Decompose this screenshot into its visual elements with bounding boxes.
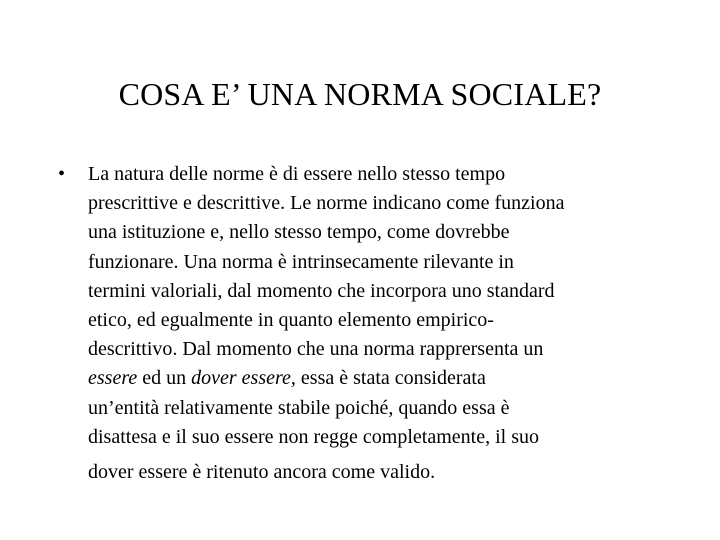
emphasis-dover-essere: dover essere, <box>191 367 296 390</box>
body-line-4: funzionare. Una norma è intrinsecamente rilevante in <box>88 250 514 273</box>
body-line-9: un’entità relativamente stabile poiché, quando essa è <box>88 396 510 419</box>
body-line-11: dover essere è ritenuto ancora come valido. <box>88 461 436 484</box>
body-line-8-end: essa è stata considerata <box>295 367 486 390</box>
body-line-7: descrittivo. Dal momento che una norma rapprersenta un <box>88 338 544 361</box>
emphasis-essere: essere <box>88 367 138 390</box>
body-line-8-mid: ed un <box>137 367 192 390</box>
body-line-6: etico, ed egualmente in quanto elemento empirico- <box>88 309 494 332</box>
body-line-1: La natura delle norme è di essere nello stesso tempo <box>88 163 506 185</box>
body-line-8 <box>88 364 668 393</box>
body-line-10: disattesa e il suo essere non regge completamente, il suo <box>88 425 539 448</box>
body-line-2: prescrittive e descrittive. Le norme indicano come funziona <box>88 192 565 215</box>
bullet-item <box>58 160 668 487</box>
bullet-icon: • <box>58 163 66 185</box>
body-line-3: una istituzione e, nello stesso tempo, come dovrebbe <box>88 221 510 244</box>
slide-title: COSA E’ UNA NORMA SOCIALE? <box>118 76 602 112</box>
body-line-5: termini valoriali, dal momento che incorpora uno standard <box>88 279 555 302</box>
bullet-list <box>58 160 668 487</box>
